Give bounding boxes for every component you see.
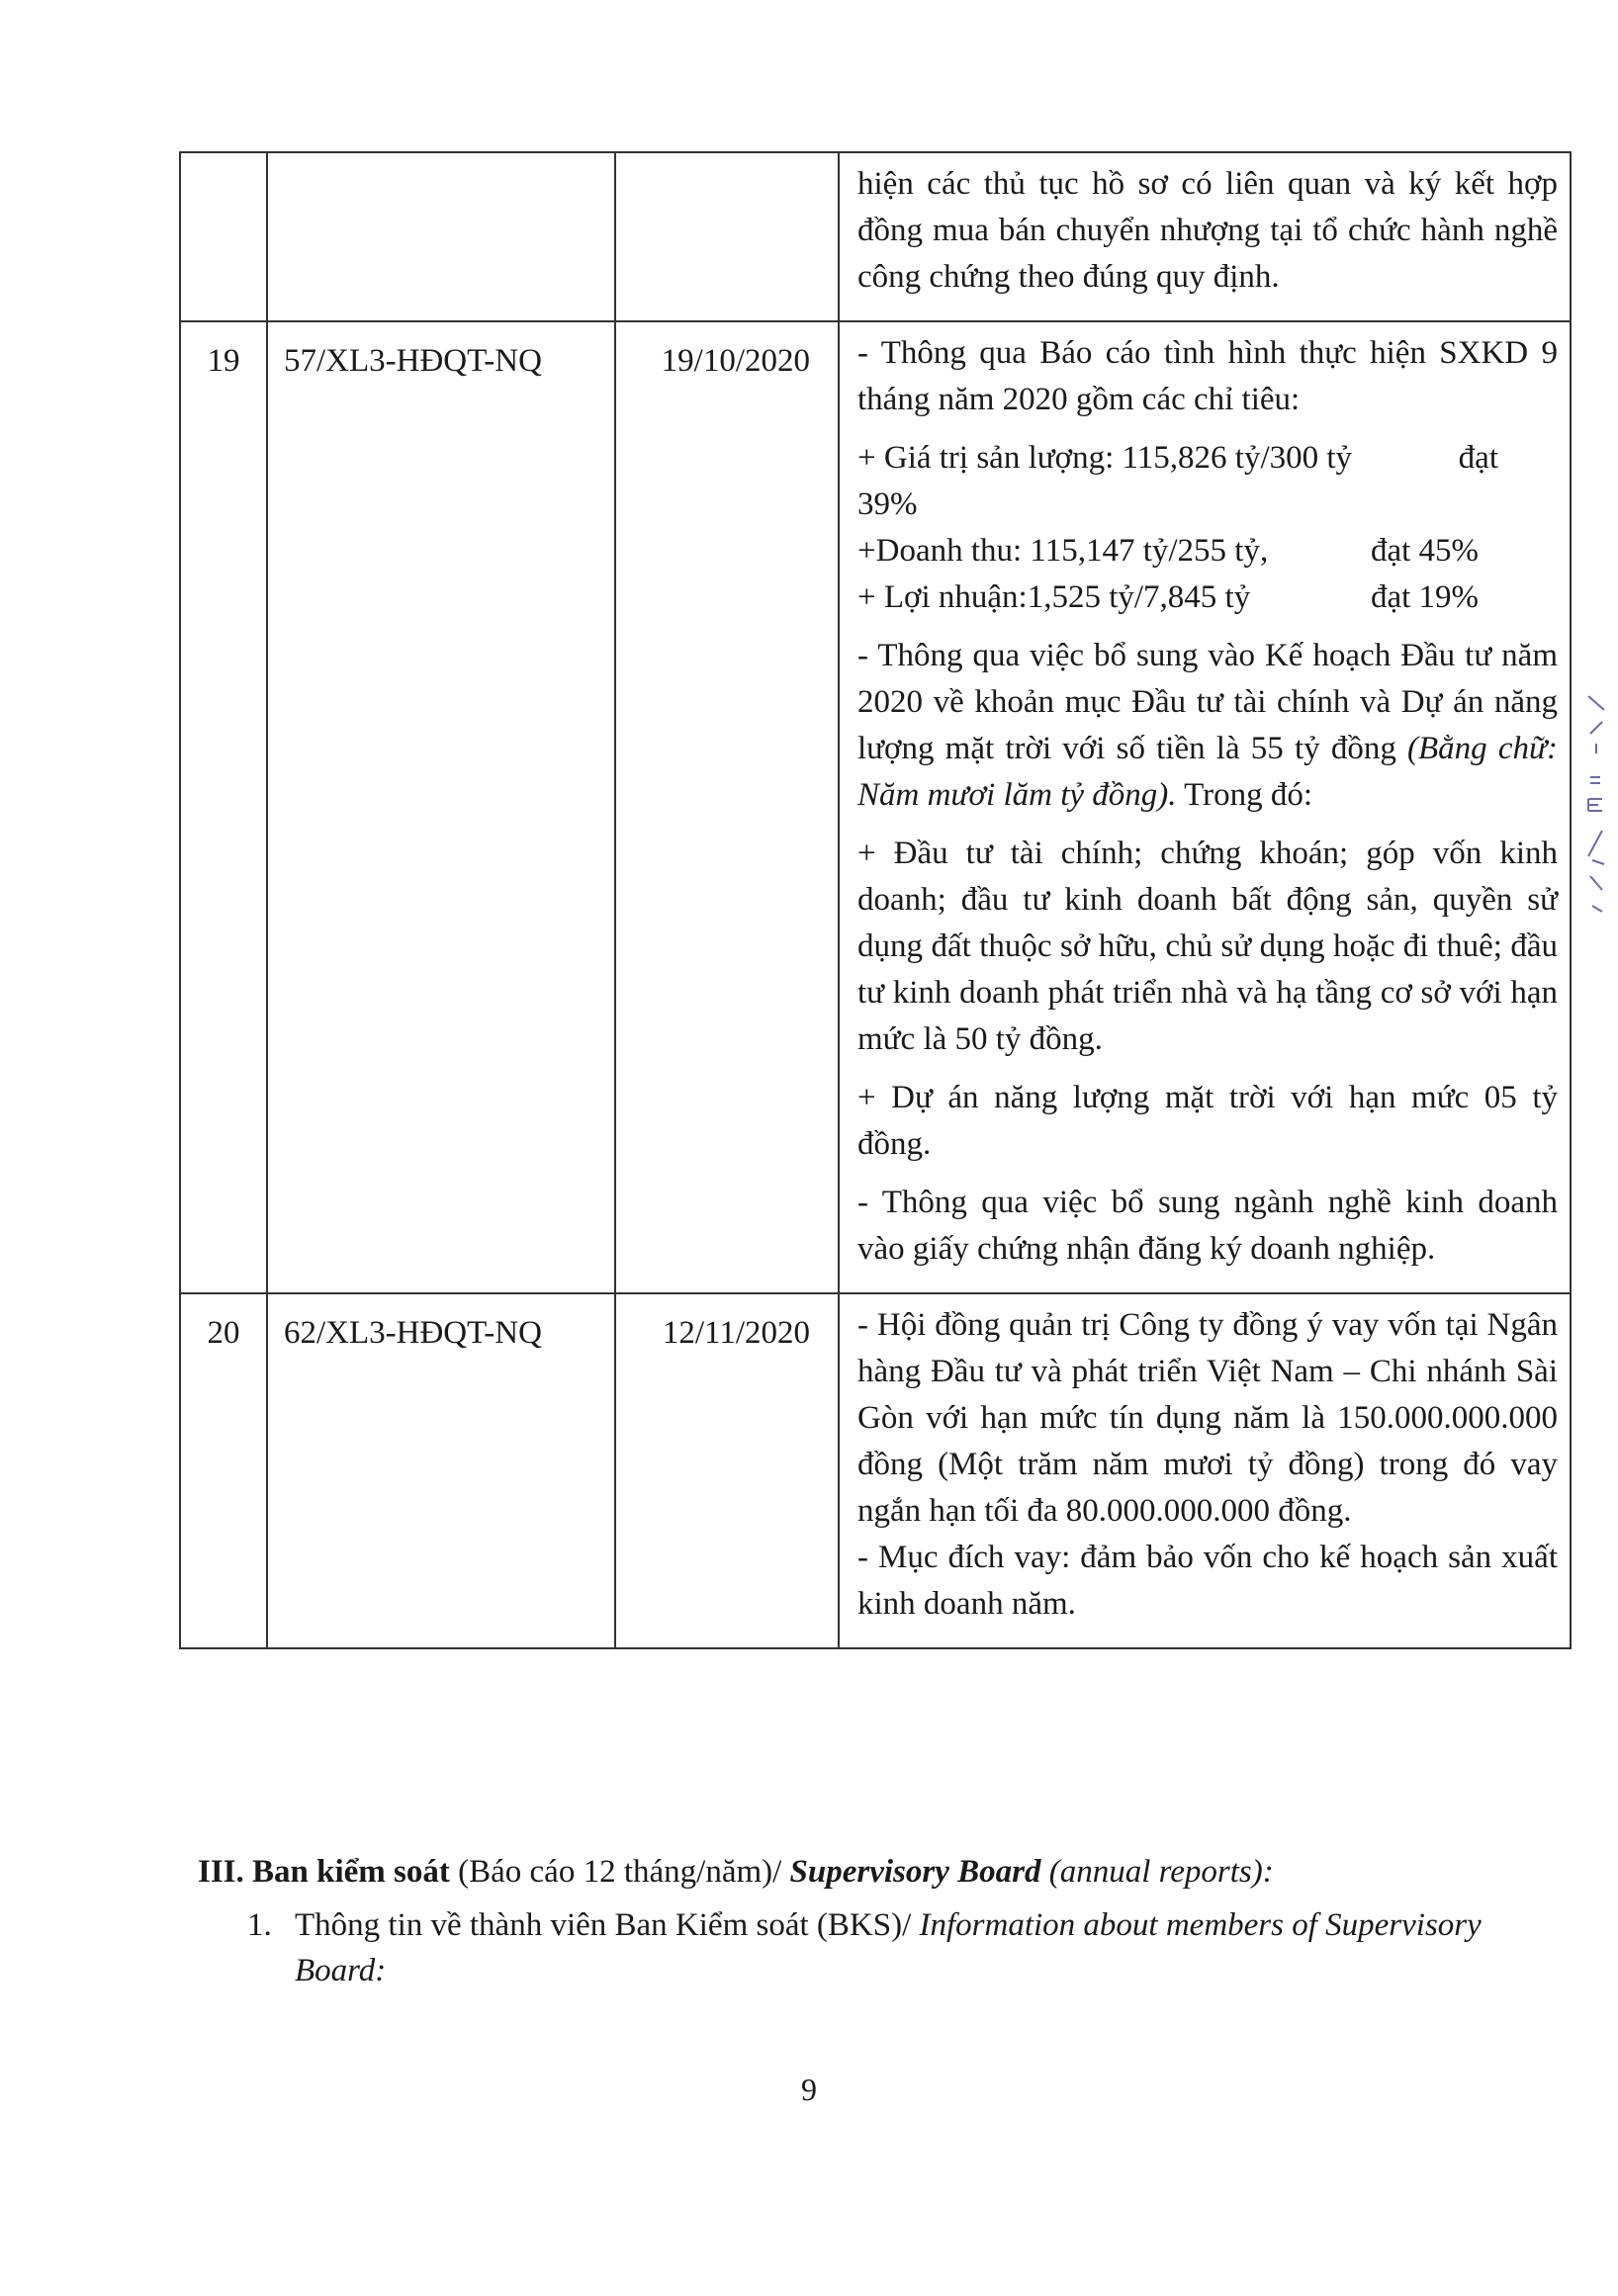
paragraph-text: Trong đó: — [1176, 777, 1313, 813]
section-heading — [198, 1849, 1274, 1895]
table-row — [180, 152, 1571, 321]
subsection-item — [247, 1902, 1483, 1993]
content-paragraph: + Đầu tư tài chính; chứng khoán; góp vốn kinh doanh; đầu tư kinh doanh bất động sản, quyền sử dụng đất thuộc sở hữu, chủ sử dụng hoặc đi thuê; đầu tư kinh doanh phát triển nhà và hạ tầng cơ sở với hạn mức là 50 tỷ đồng. — [857, 836, 1558, 1057]
resolutions-table — [179, 151, 1572, 1649]
subsection-text — [295, 1902, 1483, 1993]
table-row — [180, 1293, 1571, 1648]
indicator-continuation: 39% — [857, 486, 918, 522]
indicator-value: đạt — [1458, 440, 1498, 476]
cell-content — [839, 152, 1571, 321]
section-title: III. Ban kiểm soát — [198, 1854, 450, 1890]
paragraph-italic: (Bằng chữ: Năm mươi lăm tỷ đồng). — [857, 731, 1558, 813]
cell-code: 62/XL3-HĐQT-NQ — [267, 1293, 615, 1648]
indicator-line — [857, 528, 1558, 574]
indicator-line — [857, 435, 1558, 482]
cell-no: 20 — [180, 1293, 267, 1648]
cell-content — [839, 1293, 1571, 1648]
indicator-value: đạt 45% — [1370, 533, 1479, 569]
cell-no — [180, 152, 267, 321]
subsection-text-en: Information about members of Supervisory Board: — [295, 1907, 1482, 1988]
indicator-list — [857, 435, 1558, 621]
cell-date: 12/11/2020 — [615, 1293, 839, 1648]
content-paragraph: + Dự án năng lượng mặt trời với hạn mức 05 tỷ đồng. — [857, 1080, 1558, 1162]
subsection-text-vi: Thông tin về thành viên Ban Kiểm soát (BKS)/ — [295, 1907, 920, 1943]
indicator-value: đạt 19% — [1370, 579, 1479, 615]
section-title-en: Supervisory Board — [789, 1854, 1041, 1890]
cell-no: 19 — [180, 321, 267, 1293]
indicator-line — [857, 574, 1558, 621]
indicator-label: + Lợi nhuận:1,525 tỷ/7,845 tỷ — [857, 579, 1251, 615]
cell-content — [839, 321, 1571, 1293]
subsection-number: 1. — [247, 1907, 272, 1943]
stamp-edge-mark — [1580, 682, 1610, 949]
indicator-label: +Doanh thu: 115,147 tỷ/255 tỷ, — [857, 533, 1269, 569]
content-paragraph — [857, 633, 1558, 819]
section-paren: (Báo cáo 12 tháng/năm)/ — [449, 1854, 790, 1890]
paragraph-text: - Thông qua việc bổ sung vào Kế hoạch Đầu tư năm 2020 về khoản mục Đầu tư tài chính và Dự án năng lượng mặt trời với số tiền là 55 tỷ đồng — [857, 638, 1558, 766]
content-paragraph: - Mục đích vay: đảm bảo vốn cho kế hoạch sản xuất kinh doanh năm. — [857, 1540, 1558, 1622]
content-paragraph: - Hội đồng quản trị Công ty đồng ý vay vốn tại Ngân hàng Đầu tư và phát triển Việt Nam – Chi nhánh Sài Gòn với hạn mức tín dụng năm là 150.000.000.000 đồng (Một trăm năm mươi tỷ đồng) trong đó vay ngắn hạn tối đa 80.000.000.000 đồng. — [857, 1307, 1558, 1529]
content-paragraph: - Thông qua việc bổ sung ngành nghề kinh doanh vào giấy chứng nhận đăng ký doanh nghiệp. — [857, 1185, 1558, 1267]
cell-date — [615, 152, 839, 321]
page-number: 9 — [801, 2072, 817, 2107]
indicator-label: + Giá trị sản lượng: 115,826 tỷ/300 tỷ — [857, 440, 1353, 476]
table-row — [180, 321, 1571, 1293]
cell-code — [267, 152, 615, 321]
cell-date: 19/10/2020 — [615, 321, 839, 1293]
content-paragraph: hiện các thủ tục hồ sơ có liên quan và ký kết hợp đồng mua bán chuyển nhượng tại tổ chức hành nghề công chứng theo đúng quy định. — [857, 166, 1558, 295]
content-paragraph: - Thông qua Báo cáo tình hình thực hiện SXKD 9 tháng năm 2020 gồm các chỉ tiêu: — [857, 335, 1558, 417]
cell-code: 57/XL3-HĐQT-NQ — [267, 321, 615, 1293]
section-title-en-rest: (annual reports): — [1040, 1854, 1274, 1890]
